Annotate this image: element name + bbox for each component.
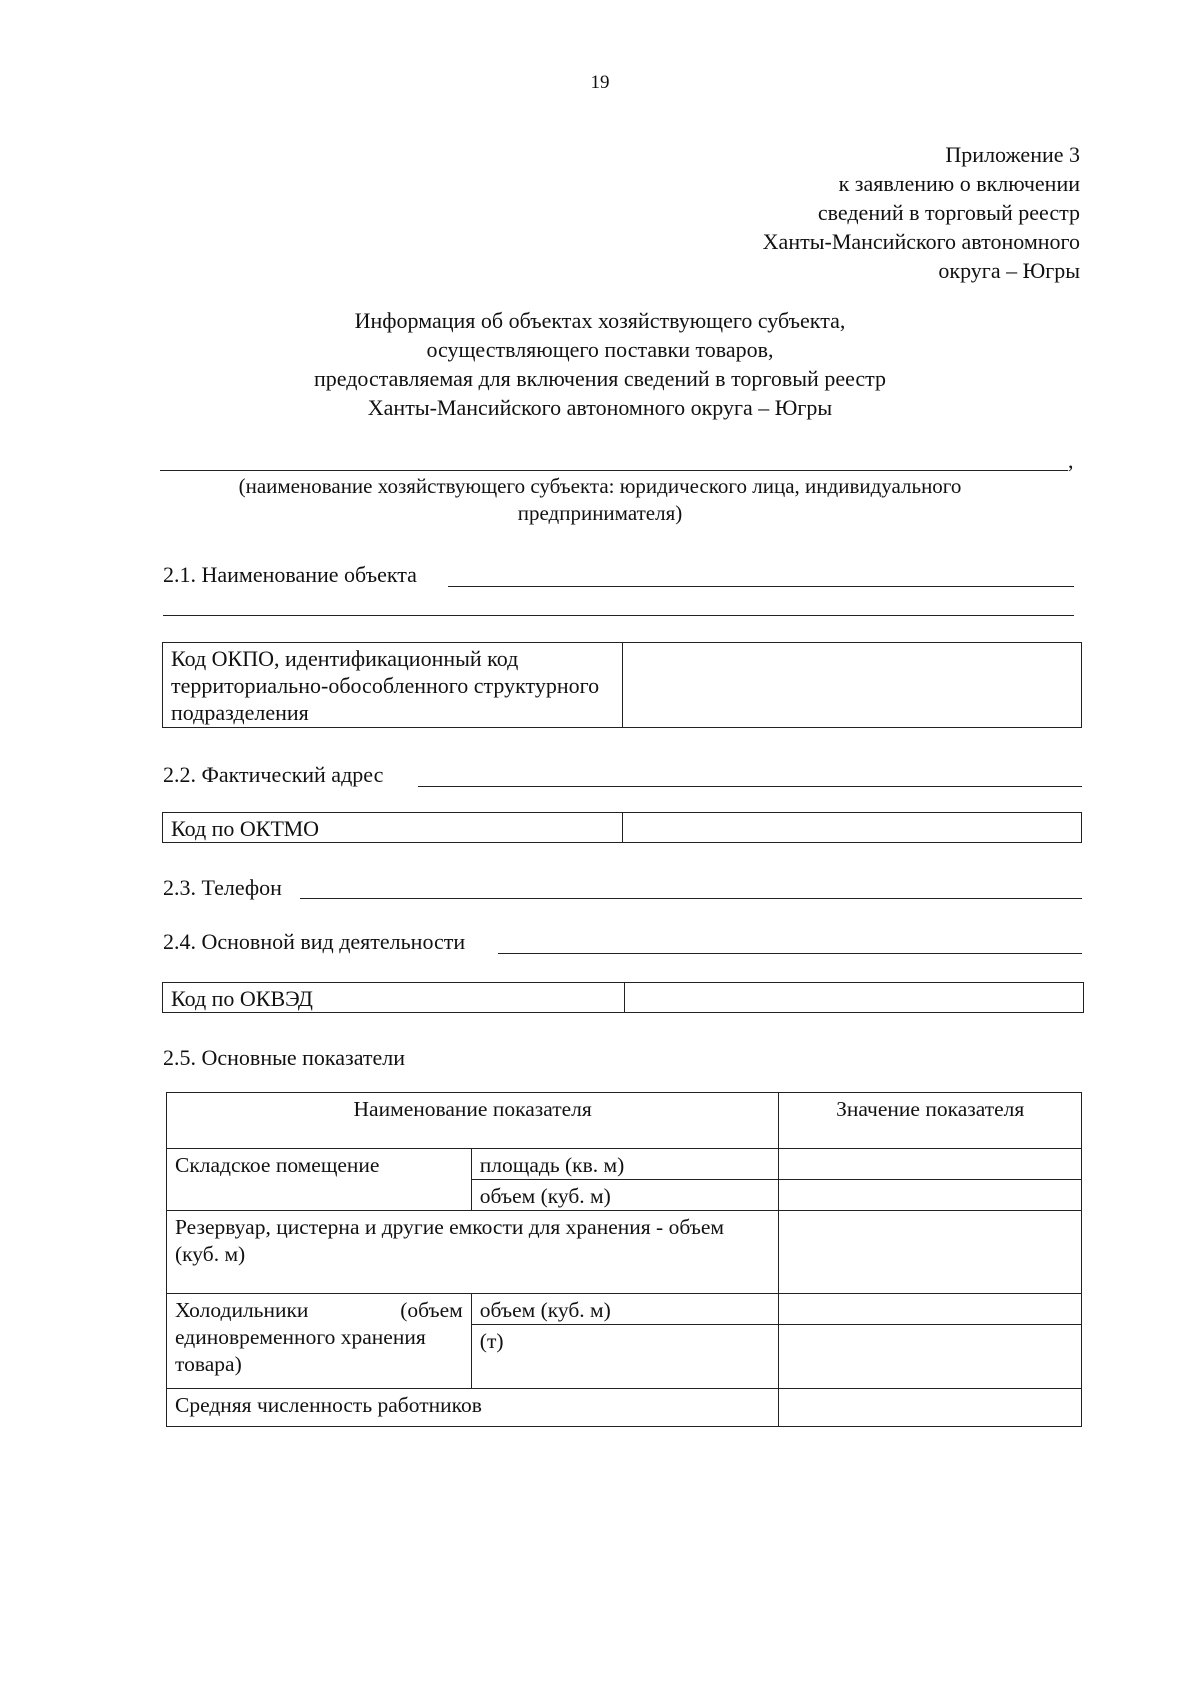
fridge-tons-value[interactable] <box>779 1325 1082 1389</box>
entity-caption <box>160 473 1040 527</box>
warehouse-volume-value[interactable] <box>779 1180 1082 1211</box>
reservoir-label: Резервуар, цистерна и другие емкости для хранения - объем (куб. м) <box>167 1211 779 1294</box>
header-indicator-value: Значение показателя <box>779 1093 1082 1149</box>
object-name-label: 2.1. Наименование объекта <box>163 562 417 587</box>
page-number: 19 <box>590 72 610 93</box>
title-line: осуществляющего поставки товаров, <box>426 337 774 362</box>
actual-address-blank[interactable] <box>418 786 1082 787</box>
warehouse-volume-label: объем (куб. м) <box>471 1180 779 1211</box>
oktmo-table <box>162 812 1082 843</box>
reservoir-value[interactable] <box>779 1211 1082 1294</box>
warehouse-area-label: площадь (кв. м) <box>471 1149 779 1180</box>
appendix-line: округа – Югры <box>938 258 1080 283</box>
indicators-heading: 2.5. Основные показатели <box>163 1045 406 1070</box>
appendix-line: Приложение 3 <box>945 142 1080 167</box>
document-title <box>160 306 1040 422</box>
entity-line-comma: , <box>1068 448 1074 473</box>
appendix-line: сведений в торговый реестр <box>817 200 1080 225</box>
main-activity-label: 2.4. Основной вид деятельности <box>163 929 466 954</box>
fridge-label-word: Холодильники <box>175 1298 309 1322</box>
actual-address-label: 2.2. Фактический адрес <box>163 762 384 787</box>
employees-value[interactable] <box>779 1389 1082 1427</box>
main-activity-blank[interactable] <box>498 953 1082 954</box>
oktmo-value-cell[interactable] <box>623 813 1082 843</box>
warehouse-label: Складское помещение <box>167 1149 472 1211</box>
okpo-value-cell[interactable] <box>623 643 1082 728</box>
okpo-label: Код ОКПО, идентификационный код территориально-обособленного структурного подразделения <box>163 643 623 728</box>
fridge-tons-label: (т) <box>471 1325 779 1389</box>
object-name-blank[interactable] <box>448 586 1074 587</box>
okpo-table <box>162 642 1082 728</box>
entity-caption-line: предпринимателя) <box>517 501 683 525</box>
employees-label: Средняя численность работников <box>167 1389 779 1427</box>
appendix-line: Ханты-Мансийского автономного <box>762 229 1080 254</box>
phone-blank[interactable] <box>300 898 1082 899</box>
fridge-volume-label: объем (куб. м) <box>471 1294 779 1325</box>
appendix-line: к заявлению о включении <box>838 171 1080 196</box>
indicators-table <box>166 1092 1082 1427</box>
entity-name-blank[interactable] <box>160 470 1068 471</box>
title-line: предоставляемая для включения сведений в торговый реестр <box>313 366 887 391</box>
fridge-label <box>167 1294 472 1389</box>
entity-caption-line: (наименование хозяйствующего субъекта: юридического лица, индивидуального <box>238 474 962 498</box>
fridge-label-word: (объем <box>400 1298 463 1322</box>
header-indicator-name: Наименование показателя <box>167 1093 779 1149</box>
warehouse-area-value[interactable] <box>779 1149 1082 1180</box>
object-name-blank-2[interactable] <box>163 615 1074 616</box>
oktmo-label: Код по ОКТМО <box>163 813 623 843</box>
fridge-label-rest: единовременного хранения товара) <box>175 1325 426 1376</box>
fridge-volume-value[interactable] <box>779 1294 1082 1325</box>
title-line: Информация об объектах хозяйствующего субъекта, <box>354 308 846 333</box>
okved-table <box>162 982 1084 1013</box>
title-line: Ханты-Мансийского автономного округа – Югры <box>367 395 833 420</box>
phone-label: 2.3. Телефон <box>163 875 282 900</box>
okved-value-cell[interactable] <box>625 983 1084 1013</box>
okved-label: Код по ОКВЭД <box>163 983 625 1013</box>
appendix-block <box>763 140 1080 285</box>
